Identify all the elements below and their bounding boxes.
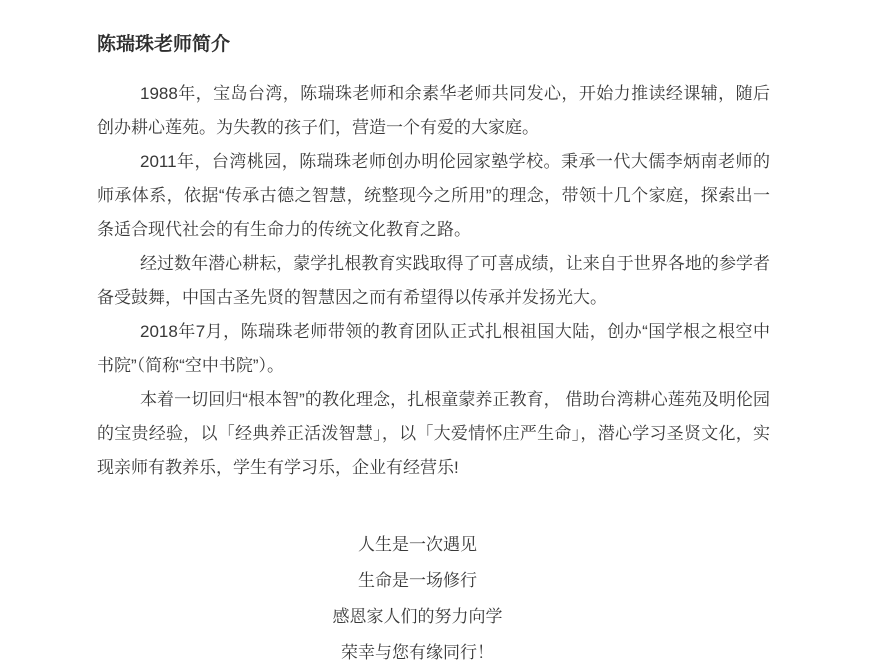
paragraph-achievements: 经过数年潜心耕耘，蒙学扎根教育实践取得了可喜成绩，让来自于世界各地的参学者备受鼓舞，中国古圣先贤的智慧因之而有希望得以传承并发扬光大。 <box>97 254 770 307</box>
page-title: 陈瑞珠老师简介 <box>97 34 231 55</box>
closing-line-1: 人生是一次遇见 <box>358 535 477 554</box>
closing-line-4: 荣幸与您有缘同行！ <box>341 643 494 662</box>
closing-verse <box>81 527 754 671</box>
document-content <box>97 0 770 671</box>
paragraph-2018-academy: 2018年7月，陈瑞珠老师带领的教育团队正式扎根祖国大陆，创办“国学根之根空中书院”（简称“空中书院”）。 <box>97 322 770 375</box>
paragraph-2011-minglunyuan: 2011年，台湾桃园，陈瑞珠老师创办明伦园家塾学校。秉承一代大儒李炳南老师的师承体系，依据“传承古德之智慧，统整现今之所用”的理念，带领十几个家庭，探索出一条适合现代社会的有生命力的传统文化教育之路。 <box>97 152 770 239</box>
paragraph-education-philosophy: 本着一切回归“根本智”的教化理念，扎根童蒙养正教育， 借助台湾耕心莲苑及明伦园的宝贵经验，以「经典养正活泼智慧」，以「大爱情怀庄严生命」，潜心学习圣贤文化，实现亲师有教养乐，学生有学习乐，企业有经营乐! <box>97 390 770 477</box>
closing-line-3: 感恩家人们的努力向学 <box>332 607 503 626</box>
closing-line-2: 生命是一场修行 <box>358 571 477 590</box>
paragraph-1988-founding: 1988年，宝岛台湾，陈瑞珠老师和余素华老师共同发心，开始力推读经课辅，随后创办耕心莲苑。为失教的孩子们，营造一个有爱的大家庭。 <box>97 84 770 137</box>
biography-paragraphs <box>97 77 770 485</box>
